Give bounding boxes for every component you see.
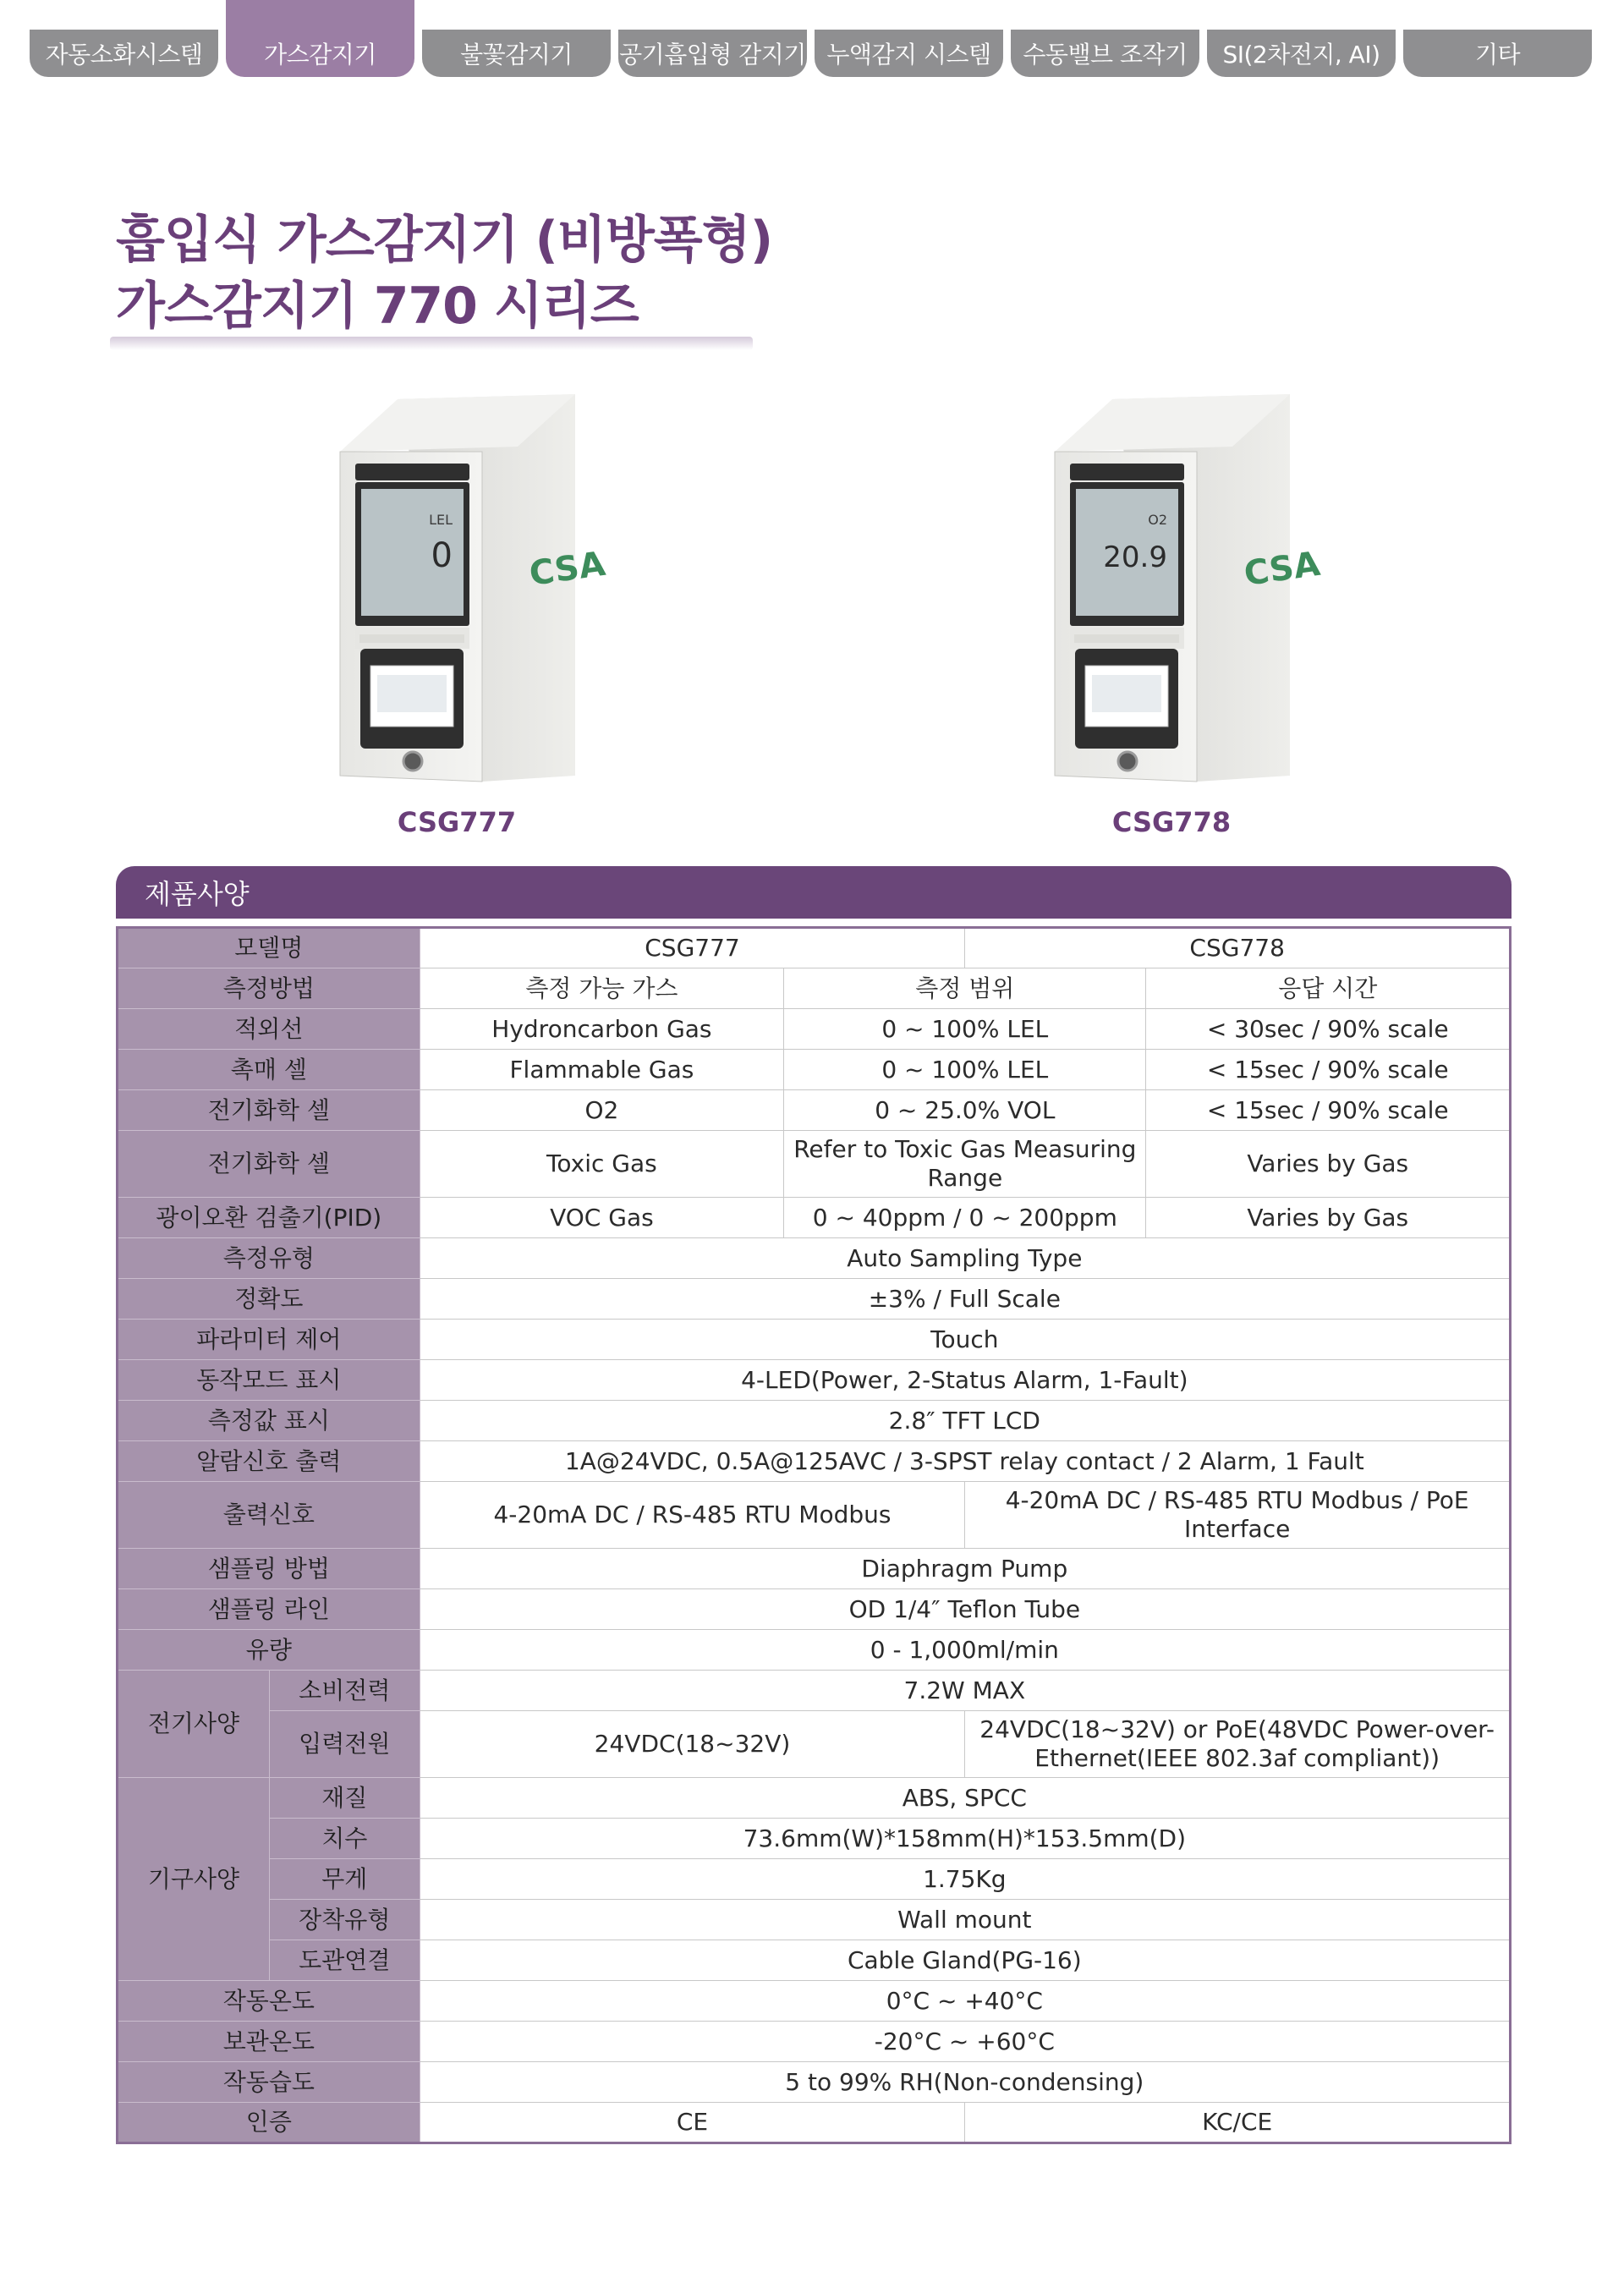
- tab-etc[interactable]: 기타: [1403, 30, 1592, 77]
- row-label: 유량: [118, 1630, 420, 1671]
- cell: Varies by Gas: [1146, 1198, 1511, 1238]
- svg-text:CSA: CSA: [1241, 544, 1323, 594]
- cell: 73.6mm(W)*158mm(H)*153.5mm(D): [420, 1819, 1510, 1859]
- row-label: 모델명: [118, 928, 420, 968]
- table-row: [118, 1050, 1511, 1090]
- tab-flame-detector[interactable]: 불꽃감지기: [422, 30, 611, 77]
- table-row: [118, 1819, 1511, 1859]
- cell: Diaphragm Pump: [420, 1549, 1510, 1589]
- cell: 5 to 99% RH(Non-condensing): [420, 2062, 1510, 2103]
- table-row: [118, 928, 1511, 968]
- cell: 24VDC(18~32V): [420, 1711, 965, 1778]
- cell: CSG778: [965, 928, 1511, 968]
- cell: 0 ~ 100% LEL: [784, 1009, 1146, 1050]
- lcd-display: [1076, 489, 1178, 616]
- lcd-value: 20.9: [1103, 540, 1167, 574]
- cell: 4-LED(Power, 2-Status Alarm, 1-Fault): [420, 1360, 1510, 1401]
- tab-manual-valve[interactable]: 수동밸브 조작기: [1011, 30, 1199, 77]
- row-label: 동작모드 표시: [118, 1360, 420, 1401]
- tab-gas-detector[interactable]: 가스감지기: [226, 0, 414, 77]
- table-row: [118, 1549, 1511, 1589]
- cell: OD 1/4″ Teflon Tube: [420, 1589, 1510, 1630]
- cell: VOC Gas: [420, 1198, 783, 1238]
- cell: Auto Sampling Type: [420, 1238, 1510, 1279]
- row-label: 소비전력: [269, 1671, 420, 1711]
- table-row: [118, 1238, 1511, 1279]
- table-row: [118, 1778, 1511, 1819]
- lcd-value: 0: [431, 536, 453, 575]
- row-label: 출력신호: [118, 1482, 420, 1549]
- row-label: 전기화학 셀: [118, 1090, 420, 1131]
- row-label: 전기화학 셀: [118, 1131, 420, 1198]
- row-label: 정확도: [118, 1279, 420, 1320]
- cell: ABS, SPCC: [420, 1778, 1510, 1819]
- group-label: 전기사양: [118, 1671, 270, 1778]
- cell: Touch: [420, 1320, 1510, 1360]
- table-row: [118, 1711, 1511, 1778]
- cell: 0 ~ 25.0% VOL: [784, 1090, 1146, 1131]
- cell: 4-20mA DC / RS-485 RTU Modbus / PoE Interface: [965, 1482, 1511, 1549]
- cell: O2: [420, 1090, 783, 1131]
- column-header: 측정 가능 가스: [420, 968, 783, 1009]
- table-row: [118, 1859, 1511, 1900]
- cell: 0 - 1,000ml/min: [420, 1630, 1510, 1671]
- row-label: 보관온도: [118, 2022, 420, 2062]
- cell: 0°C ~ +40°C: [420, 1981, 1510, 2022]
- row-label: 측정유형: [118, 1238, 420, 1279]
- product-image-csg777: [330, 391, 608, 788]
- row-label: 적외선: [118, 1009, 420, 1050]
- cell: 2.8″ TFT LCD: [420, 1401, 1510, 1441]
- table-row: [118, 1401, 1511, 1441]
- table-row: [118, 1441, 1511, 1482]
- row-label: 치수: [269, 1819, 420, 1859]
- cell: Wall mount: [420, 1900, 1510, 1940]
- spec-table: [116, 926, 1512, 2144]
- page-title: [116, 207, 772, 339]
- table-row: [118, 1900, 1511, 1940]
- tab-si[interactable]: SI(2차전지, AI): [1207, 30, 1396, 77]
- section-header-spec: 제품사양: [116, 866, 1512, 919]
- lcd-unit: LEL: [429, 512, 453, 528]
- row-label: 작동온도: [118, 1981, 420, 2022]
- table-row: [118, 1090, 1511, 1131]
- lcd-display: [361, 489, 464, 616]
- page-title-line2: 가스감지기 770 시리즈: [116, 277, 639, 336]
- cell: Flammable Gas: [420, 1050, 783, 1090]
- table-row: [118, 1009, 1511, 1050]
- product-name-csg778: CSG778: [1111, 806, 1232, 838]
- row-label: 입력전원: [269, 1711, 420, 1778]
- product-name-csg777: CSG777: [397, 806, 517, 838]
- cell: CSG777: [420, 928, 965, 968]
- product-image-csg778: [1045, 391, 1323, 788]
- title-underline: [110, 337, 753, 350]
- page-title-line1: 흡입식 가스감지기 (비방폭형): [116, 211, 773, 270]
- cell: 4-20mA DC / RS-485 RTU Modbus: [420, 1482, 965, 1549]
- lcd-unit: O2: [1148, 512, 1167, 528]
- row-label: 작동습도: [118, 2062, 420, 2103]
- table-row: [118, 1279, 1511, 1320]
- row-label: 도관연결: [269, 1940, 420, 1981]
- row-label: 측정방법: [118, 968, 420, 1009]
- row-label: 알람신호 출력: [118, 1441, 420, 1482]
- cell: Hydroncarbon Gas: [420, 1009, 783, 1050]
- table-row: [118, 968, 1511, 1009]
- table-row: [118, 2062, 1511, 2103]
- tab-aspirating-detector[interactable]: 공기흡입형 감지기: [618, 30, 807, 77]
- group-label: 기구사양: [118, 1778, 270, 1981]
- cell: 0 ~ 100% LEL: [784, 1050, 1146, 1090]
- cell: 1A@24VDC, 0.5A@125AVC / 3-SPST relay contact / 2 Alarm, 1 Fault: [420, 1441, 1510, 1482]
- table-row: [118, 1940, 1511, 1981]
- cell: Refer to Toxic Gas Measuring Range: [784, 1131, 1146, 1198]
- cell: KC/CE: [965, 2103, 1511, 2143]
- cell: 0 ~ 40ppm / 0 ~ 200ppm: [784, 1198, 1146, 1238]
- cell: Toxic Gas: [420, 1131, 783, 1198]
- column-header: 측정 범위: [784, 968, 1146, 1009]
- cell: 24VDC(18~32V) or PoE(48VDC Power-over-Ethernet(IEEE 802.3af compliant)): [965, 1711, 1511, 1778]
- cell: < 15sec / 90% scale: [1146, 1050, 1511, 1090]
- table-row: [118, 1630, 1511, 1671]
- cell: 7.2W MAX: [420, 1671, 1510, 1711]
- table-row: [118, 1981, 1511, 2022]
- cell: ±3% / Full Scale: [420, 1279, 1510, 1320]
- cell: < 30sec / 90% scale: [1146, 1009, 1511, 1050]
- table-row: [118, 1198, 1511, 1238]
- category-tabs: [30, 30, 1601, 77]
- cell: CE: [420, 2103, 965, 2143]
- row-label: 광이오환 검출기(PID): [118, 1198, 420, 1238]
- row-label: 측정값 표시: [118, 1401, 420, 1441]
- table-row: [118, 1131, 1511, 1198]
- table-row: [118, 1320, 1511, 1360]
- cell: -20°C ~ +60°C: [420, 2022, 1510, 2062]
- cell: 1.75Kg: [420, 1859, 1510, 1900]
- cell: Varies by Gas: [1146, 1131, 1511, 1198]
- table-row: [118, 2022, 1511, 2062]
- table-row: [118, 1360, 1511, 1401]
- svg-text:CSA: CSA: [526, 544, 608, 594]
- row-label: 재질: [269, 1778, 420, 1819]
- row-label: 인증: [118, 2103, 420, 2143]
- column-header: 응답 시간: [1146, 968, 1511, 1009]
- row-label: 무게: [269, 1859, 420, 1900]
- row-label: 장착유형: [269, 1900, 420, 1940]
- table-row: [118, 1482, 1511, 1549]
- cell: < 15sec / 90% scale: [1146, 1090, 1511, 1131]
- row-label: 샘플링 방법: [118, 1549, 420, 1589]
- row-label: 샘플링 라인: [118, 1589, 420, 1630]
- tab-leak-detection[interactable]: 누액감지 시스템: [815, 30, 1003, 77]
- row-label: 파라미터 제어: [118, 1320, 420, 1360]
- tab-auto-extinguishing[interactable]: 자동소화시스템: [30, 30, 218, 77]
- table-row: [118, 2103, 1511, 2143]
- table-row: [118, 1671, 1511, 1711]
- table-row: [118, 1589, 1511, 1630]
- cell: Cable Gland(PG-16): [420, 1940, 1510, 1981]
- row-label: 촉매 셀: [118, 1050, 420, 1090]
